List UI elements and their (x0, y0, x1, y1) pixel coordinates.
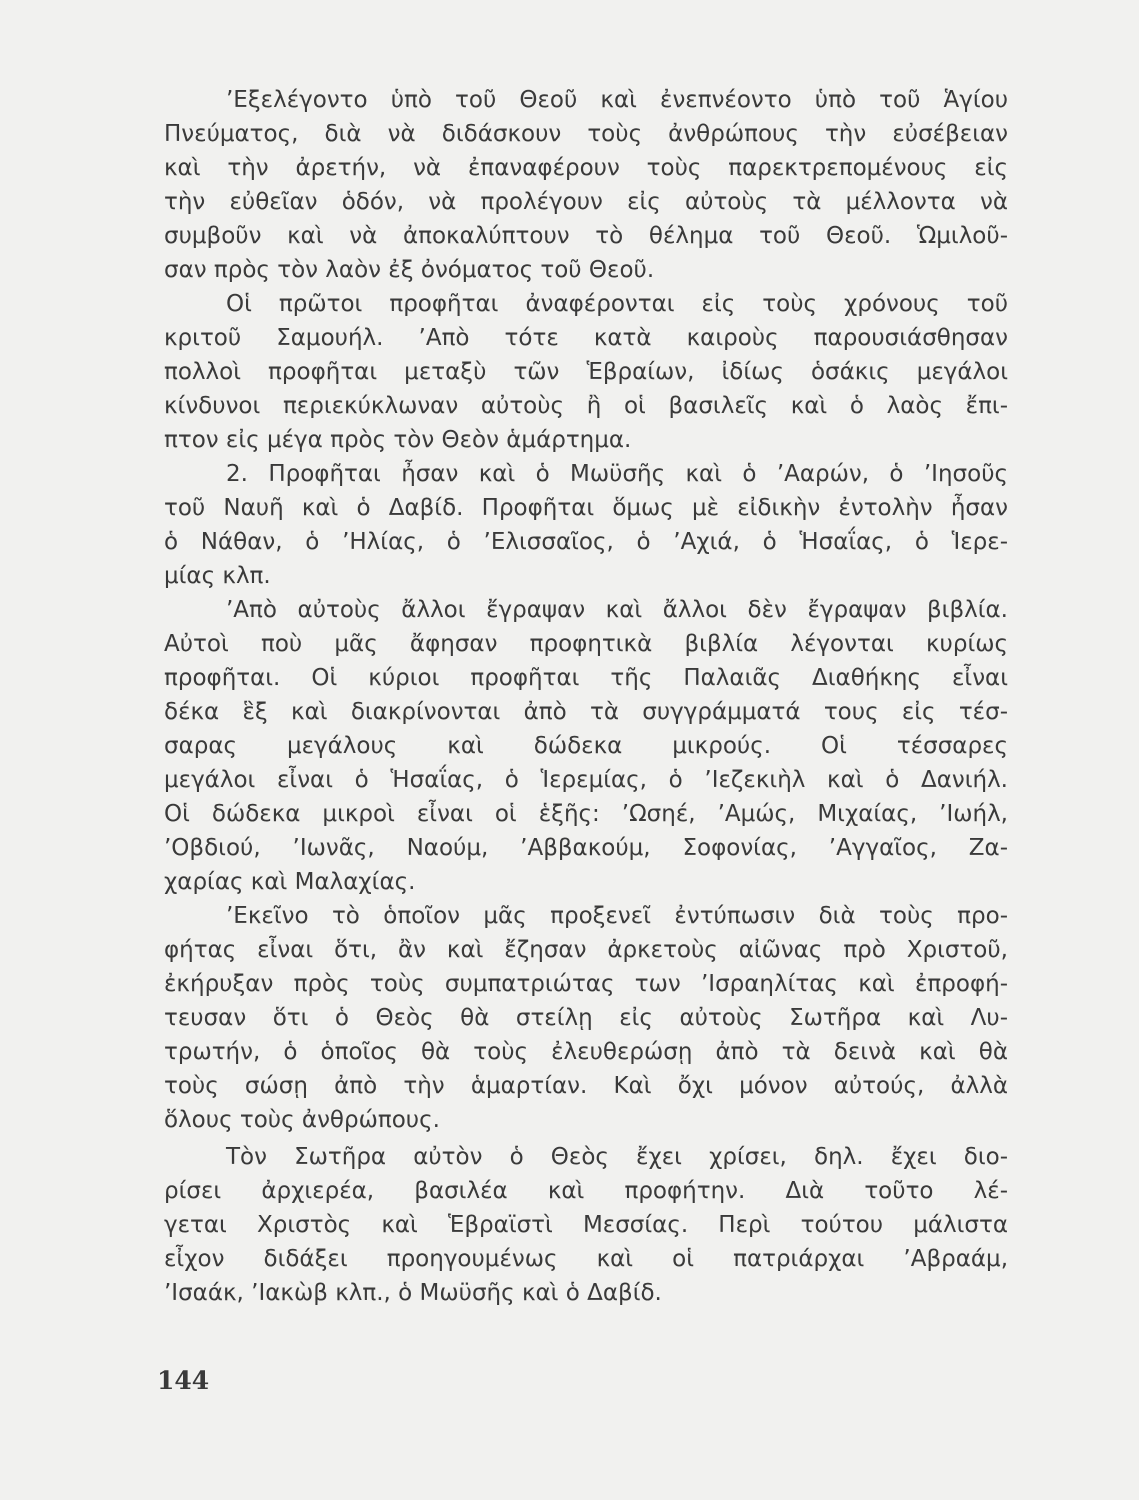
text-line: ’Ισαάκ, ’Ιακὼβ κλπ., ὁ Μωϋσῆς καὶ ὁ Δαβίδ. (164, 1280, 662, 1306)
text-line: πτον εἰς μέγα πρὸς τὸν Θεὸν ἁμάρτημα. (164, 427, 632, 453)
text-line: ’Εκεῖνο τὸ ὁποῖον μᾶς προξενεῖ ἐντύπωσιν διὰ τοὺς προ- (226, 903, 1008, 929)
text-line: πολλοὶ προφῆται μεταξὺ τῶν Ἑβραίων, ἰδίως ὁσάκις μεγάλοι (164, 359, 1008, 385)
text-line: 2. Προφῆται ἦσαν καὶ ὁ Μωϋσῆς καὶ ὁ ’Ααρών, ὁ ’Ιησοῦς (226, 461, 1008, 487)
text-line: μίας κλπ. (164, 563, 271, 589)
text-line: χαρίας καὶ Μαλαχίας. (164, 869, 416, 895)
text-line: τὴν εὐθεῖαν ὁδόν, νὰ προλέγουν εἰς αὐτοὺς τὰ μέλλοντα νὰ (164, 189, 1008, 215)
text-line: Οἱ δώδεκα μικροὶ εἶναι οἱ ἑξῆς: ’Ωσηέ, ’Αμώς, Μιχαίας, ’Ιωήλ, (164, 801, 1008, 827)
text-line: καὶ τὴν ἀρετήν, νὰ ἐπαναφέρουν τοὺς παρεκτρεπομένους εἰς (164, 155, 1008, 181)
text-line: Τὸν Σωτῆρα αὐτὸν ὁ Θεὸς ἔχει χρίσει, δηλ. ἔχει διο- (226, 1144, 1008, 1170)
text-line: κριτοῦ Σαμουήλ. ’Απὸ τότε κατὰ καιροὺς παρουσιάσθησαν (164, 325, 1008, 351)
text-line: ρίσει ἀρχιερέα, βασιλέα καὶ προφήτην. Διὰ τοῦτο λέ- (164, 1178, 1008, 1204)
text-line: γεται Χριστὸς καὶ Ἑβραϊστὶ Μεσσίας. Περὶ τούτου μάλιστα (164, 1212, 1008, 1238)
text-line: μεγάλοι εἶναι ὁ Ἡσαΐας, ὁ Ἱερεμίας, ὁ ’Ιεζεκιὴλ καὶ ὁ Δανιήλ. (164, 767, 1008, 793)
text-line: κίνδυνοι περιεκύκλωναν αὐτοὺς ἢ οἱ βασιλεῖς καὶ ὁ λαὸς ἔπι- (164, 393, 1008, 419)
text-line: προφῆται. Οἱ κύριοι προφῆται τῆς Παλαιᾶς Διαθήκης εἶναι (164, 665, 1008, 691)
text-line: ’Εξελέγοντο ὑπὸ τοῦ Θεοῦ καὶ ἐνεπνέοντο ὑπὸ τοῦ Ἁγίου (226, 87, 1008, 113)
text-line: εἶχον διδάξει προηγουμένως καὶ οἱ πατριάρχαι ’Αβραάμ, (164, 1246, 1008, 1272)
text-line: φήτας εἶναι ὅτι, ἂν καὶ ἔζησαν ἀρκετοὺς αἰῶνας πρὸ Χριστοῦ, (164, 937, 1008, 963)
text-line: συμβοῦν καὶ νὰ ἀποκαλύπτουν τὸ θέλημα τοῦ Θεοῦ. Ὡμιλοῦ- (164, 223, 1008, 249)
text-line: τρωτήν, ὁ ὁποῖος θὰ τοὺς ἐλευθερώσῃ ἀπὸ τὰ δεινὰ καὶ θὰ (164, 1039, 1008, 1065)
text-line: σαν πρὸς τὸν λαὸν ἐξ ὀνόματος τοῦ Θεοῦ. (164, 257, 655, 283)
text-line: ἐκήρυξαν πρὸς τοὺς συμπατριώτας των ’Ισραηλίτας καὶ ἐπροφή- (164, 971, 1008, 997)
text-line: Αὐτοὶ ποὺ μᾶς ἄφησαν προφητικὰ βιβλία λέγονται κυρίως (164, 631, 1008, 657)
text-line: ὅλους τοὺς ἀνθρώπους. (164, 1107, 440, 1133)
page-number: 144 (157, 1366, 210, 1395)
text-line: ’Οβδιού, ’Ιωνᾶς, Ναούμ, ’Αββακούμ, Σοφονίας, ’Αγγαῖος, Ζα- (164, 835, 1008, 861)
text-line: Οἱ πρῶτοι προφῆται ἀναφέρονται εἰς τοὺς χρόνους τοῦ (226, 291, 1008, 317)
text-line: τοὺς σώσῃ ἀπὸ τὴν ἁμαρτίαν. Καὶ ὄχι μόνον αὐτούς, ἀλλὰ (164, 1073, 1008, 1099)
text-line: τευσαν ὅτι ὁ Θεὸς θὰ στείλῃ εἰς αὐτοὺς Σωτῆρα καὶ Λυ- (164, 1005, 1008, 1031)
text-line: τοῦ Ναυῆ καὶ ὁ Δαβίδ. Προφῆται ὅμως μὲ εἰδικὴν ἐντολὴν ἦσαν (164, 495, 1008, 521)
text-line: σαρας μεγάλους καὶ δώδεκα μικρούς. Οἱ τέσσαρες (164, 733, 1008, 759)
text-line: δέκα ἓξ καὶ διακρίνονται ἀπὸ τὰ συγγράμματά τους εἰς τέσ- (164, 699, 1008, 725)
text-line: ὁ Νάθαν, ὁ ’Ηλίας, ὁ ’Ελισσαῖος, ὁ ’Αχιά, ὁ Ἡσαΐας, ὁ Ἱερε- (164, 529, 1008, 555)
text-line: Πνεύματος, διὰ νὰ διδάσκουν τοὺς ἀνθρώπους τὴν εὐσέβειαν (164, 121, 1008, 147)
text-line: ’Απὸ αὐτοὺς ἄλλοι ἔγραψαν καὶ ἄλλοι δὲν ἔγραψαν βιβλία. (226, 597, 1008, 623)
